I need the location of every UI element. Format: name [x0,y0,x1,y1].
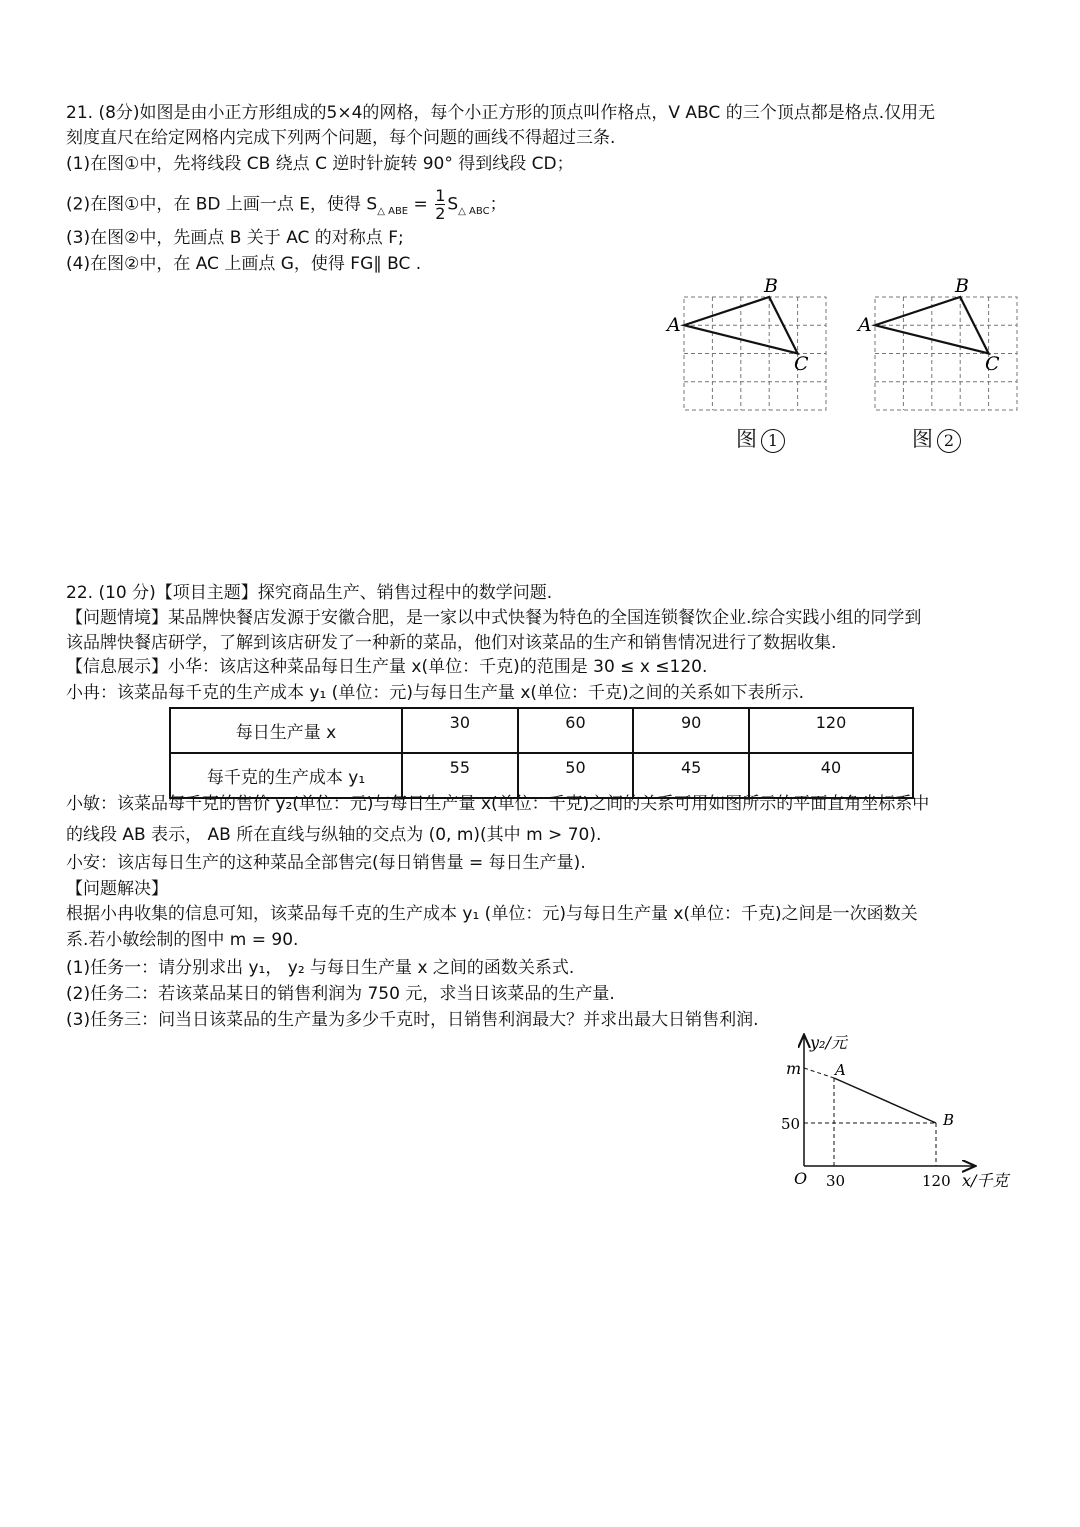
tick-30-label: 30 [826,1172,846,1190]
q22-line10: 根据小冉收集的信息可知，该菜品每千克的生产成本 y₁ (单位：元)与每日生产量 x(单位：千克)之间是一次函数关 [66,904,918,924]
q21-line3: (1)在图①中，先将线段 CB 绕点 C 逆时针旋转 90° 得到线段 CD； [66,154,574,174]
q21-line4-end: ； [489,194,507,215]
label-c: C [794,353,809,375]
point-b-label: B [943,1111,955,1129]
table-cell: 40 [749,753,913,798]
table-cell: 50 [518,753,634,798]
price-graph [770,1030,1030,1200]
q22-line9: 【问题解决】 [66,879,168,899]
q22-line11: 系.若小敏绘制的图中 m = 90. [66,930,299,950]
q22-line3: 该品牌快餐店研学，了解到该店研发了一种新的菜品，他们对该菜品的生产和销售情况进行了数据收集. [66,633,837,653]
q22-line13: (2)任务二：若该菜品某日的销售利润为 750 元，求当日该菜品的生产量. [66,984,615,1004]
tick-50-label: 50 [781,1115,801,1133]
figure-1-caption [736,423,785,453]
label-a: A [667,314,681,336]
figure-2-grid [851,272,1031,422]
q21-line4 [66,187,507,225]
q21-line2: 刻度直尺在给定网格内完成下列两个问题，每个问题的画线不得超过三条. [66,128,616,148]
guide-m-to-a [804,1068,834,1078]
label-b: B [764,275,778,297]
figure-1-caption-text: 图 [736,427,757,451]
fraction-numerator: 1 [435,186,446,205]
table-cell: 30 [402,708,518,753]
q22-line7: 的线段 AB 表示， AB 所在直线与纵轴的交点为 (0, m)(其中 m > 70). [66,825,602,845]
q21-line6: (4)在图②中，在 AC 上画点 G，使得 FG∥ BC . [66,254,422,274]
figure-2-caption-text: 图 [912,427,933,451]
label-a: A [858,314,872,336]
table-header-cost: 每千克的生产成本 y₁ [170,753,402,798]
q21-line5: (3)在图②中，先画点 B 关于 AC 的对称点 F; [66,228,404,248]
q22-line2: 【问题情境】某品牌快餐店发源于安徽合肥，是一家以中式快餐为特色的全国连锁餐饮企业.综合实践小组的同学到 [66,608,922,628]
table-cell: 90 [633,708,749,753]
q22-line6: 小敏：该菜品每千克的售价 y₂(单位：元)与每日生产量 x(单位：千克)之间的关系可用如图所示的平面直角坐标系中 [66,794,930,814]
m-label: m [786,1059,802,1078]
table-row [170,708,913,753]
q22-line5: 小冉：该菜品每千克的生产成本 y₁ (单位：元)与每日生产量 x(单位：千克)之间的关系如下表所示. [66,683,805,703]
figure-1-number: 1 [761,429,785,453]
y-axis-label: y₂/元 [810,1033,847,1052]
origin-label: O [794,1169,808,1188]
q22-line12: (1)任务一：请分别求出 y₁， y₂ 与每日生产量 x 之间的函数关系式. [66,958,575,978]
q21-line4-eq: = [408,194,434,215]
x-axis-label: x/千克 [962,1171,1009,1190]
label-c: C [985,353,1000,375]
q21-line1: 21. (8分)如图是由小正方形组成的5×4的网格，每个小正方形的顶点叫作格点，V ABC 的三个顶点都是格点.仅用无 [66,103,936,123]
q22-line4: 【信息展示】小华：该店这种菜品每日生产量 x(单位：千克)的范围是 30 ≤ x ≤120. [66,657,708,677]
figure-1-grid [660,272,840,422]
q21-line4-sub2: △ ABC [458,205,490,217]
q22-line1: 22. (10 分)【项目主题】探究商品生产、销售过程中的数学问题. [66,583,553,603]
table-cell: 120 [749,708,913,753]
fraction-denominator: 2 [435,204,446,223]
tick-120-label: 120 [922,1172,951,1190]
segment-ab [834,1078,936,1123]
q21-line4-s2: S [447,194,459,215]
figure-2-number: 2 [937,429,961,453]
table-header-production: 每日生产量 x [170,708,402,753]
cost-table [169,707,914,799]
table-cell: 55 [402,753,518,798]
q22-line14: (3)任务三：问当日该菜品的生产量为多少千克时，日销售利润最大？并求出最大日销售利润. [66,1010,759,1030]
q21-line4-pre: (2)在图①中，在 BD 上画一点 E，使得 S [66,194,378,215]
table-cell: 45 [633,753,749,798]
table-cell: 60 [518,708,634,753]
fraction [435,187,445,222]
point-a-label: A [835,1061,846,1079]
figure-2-caption [912,423,961,453]
q22-line8: 小安：该店每日生产的这种菜品全部售完(每日销售量 = 每日生产量). [66,853,586,873]
q21-line4-sub1: △ ABE [377,205,409,217]
label-b: B [955,275,969,297]
